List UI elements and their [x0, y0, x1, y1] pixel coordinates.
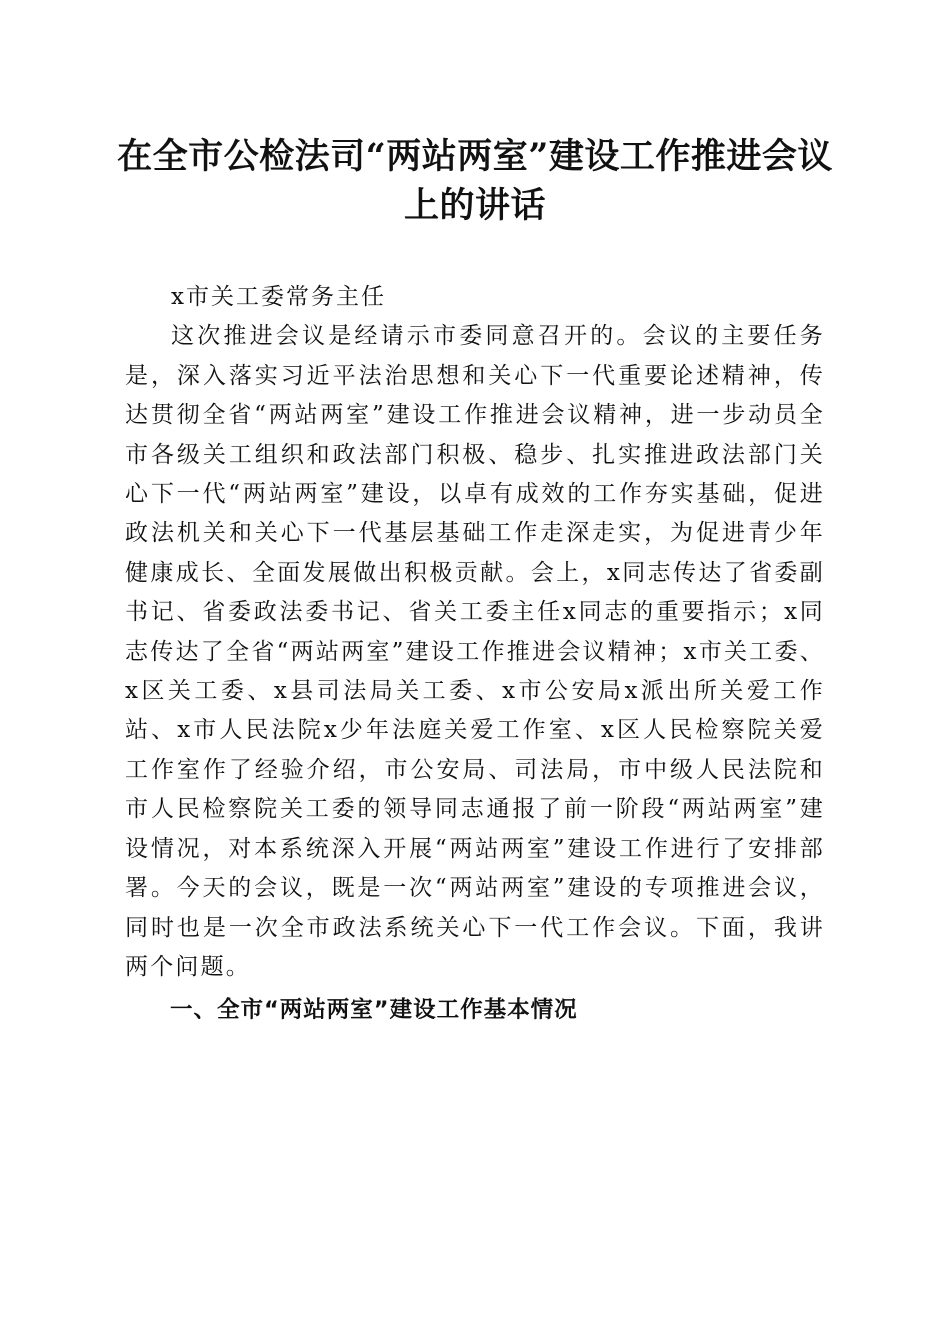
body-paragraph: 这次推进会议是经请示市委同意召开的。会议的主要任务是，深入落实习近平法治思想和关心下一代重要论述精神，传达贯彻全省“两站两室”建设工作推进会议精神，进一步动员全市各级关工组织和政法部门积极、稳步、扎实推进政法部门关心下一代“两站两室”建设，以卓有成效的工作夯实基础，促进政法机关和关心下一代基层基础工作走深走实，为促进青少年健康成长、全面发展做出积极贡献。会上，x同志传达了省委副书记、省委政法委书记、省关工委主任x同志的重要指示；x同志传达了全省“两站两室”建设工作推进会议精神；x市关工委、x区关工委、x县司法局关工委、x市公安局x派出所关爱工作站、x市人民法院x少年法庭关爱工作室、x区人民检察院关爱工作室作了经验介绍，市公安局、司法局，市中级人民法院和市人民检察院关工委的领导同志通报了前一阶段“两站两室”建设情况，对本系统深入开展“两站两室”建设工作进行了安排部署。今天的会议，既是一次“两站两室”建设的专项推进会议，同时也是一次全市政法系统关心下一代工作会议。下面，我讲两个问题。: [125, 323, 825, 980]
section-heading: 一、全市“两站两室”建设工作基本情况: [170, 997, 578, 1024]
speaker-line: x市关工委常务主任: [171, 284, 386, 310]
document-title: 在全市公检法司“两站两室”建设工作推进会议上的讲话: [117, 136, 833, 226]
document-body: [125, 278, 825, 1031]
